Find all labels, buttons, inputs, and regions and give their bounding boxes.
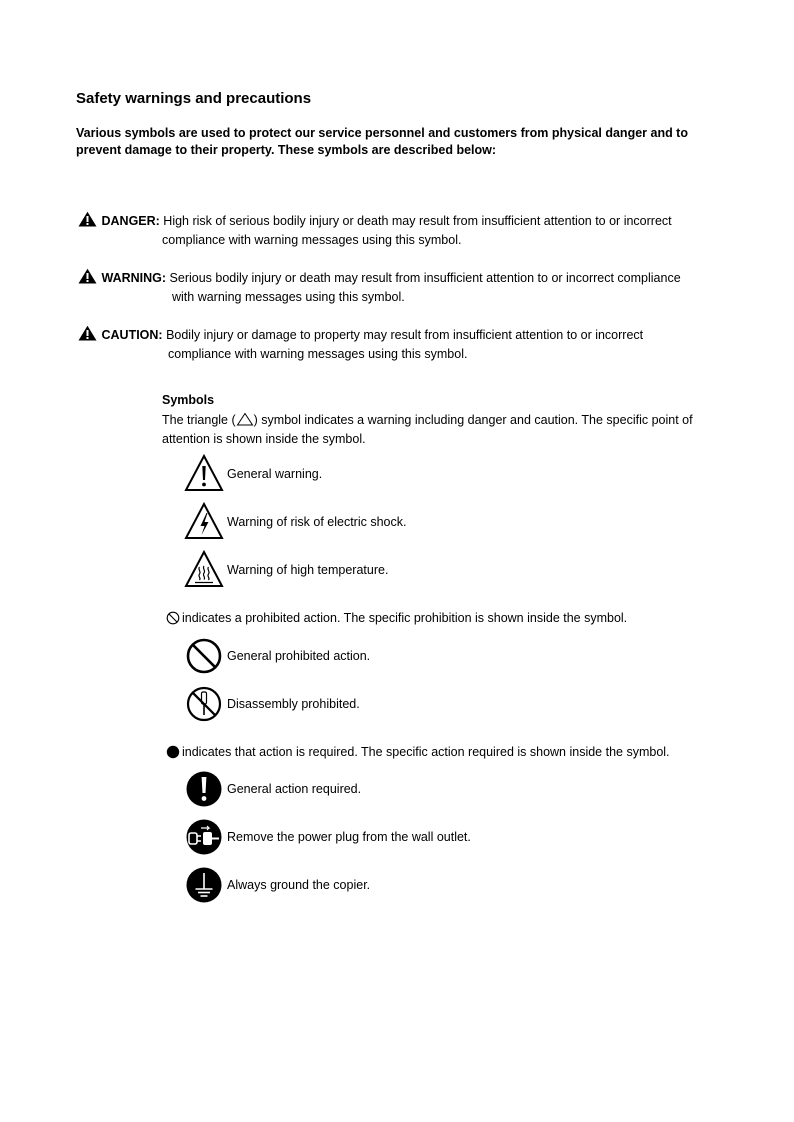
general-prohibited-text: General prohibited action. <box>227 649 371 663</box>
symbols-heading: Symbols <box>162 393 215 407</box>
required-lead <box>166 745 670 759</box>
warning-text-line1: Serious bodily injury or death may result from insufficient attention to or incorrect compliance <box>166 271 681 285</box>
remove-plug-text: Remove the power plug from the wall outlet. <box>227 830 471 844</box>
warning-label: WARNING: <box>101 271 167 285</box>
symbols-description <box>162 411 732 449</box>
required-row-plug <box>184 817 471 857</box>
warning-row-temperature <box>184 550 388 590</box>
danger-text-line2: compliance with warning messages using this symbol. <box>162 233 462 247</box>
prohibited-row-general <box>184 636 370 676</box>
electric-shock-warning-text: Warning of risk of electric shock. <box>227 515 407 529</box>
warning-entry <box>78 268 681 307</box>
warning-triangle-icon <box>78 271 101 285</box>
ground-icon <box>184 865 224 905</box>
caution-text-line1: Bodily injury or damage to property may result from insufficient attention to or incorrect <box>162 328 644 342</box>
page-title: Safety warnings and precautions <box>76 90 312 107</box>
danger-entry <box>78 211 672 250</box>
general-prohibited-icon <box>184 636 224 676</box>
required-small-icon <box>166 745 180 759</box>
general-warning-text: General warning. <box>227 467 323 481</box>
symbols-desc-after: ) symbol indicates a warning including danger and caution. The specific point of attention is shown inside the symbol. <box>162 413 693 446</box>
prohibited-lead <box>166 611 627 625</box>
prohibited-row-disassembly <box>184 684 360 724</box>
electric-shock-warning-icon <box>184 502 224 542</box>
disassembly-prohibited-icon <box>184 684 224 724</box>
general-warning-icon <box>184 454 224 494</box>
disassembly-prohibited-text: Disassembly prohibited. <box>227 697 360 711</box>
prohibited-small-icon <box>166 611 180 625</box>
required-lead-text: indicates that action is required. The specific action required is shown inside the symbol. <box>182 745 670 759</box>
triangle-outline-icon <box>236 413 254 427</box>
caution-entry <box>78 325 643 364</box>
high-temperature-warning-icon <box>184 550 224 590</box>
required-row-ground <box>184 865 370 905</box>
warning-row-general <box>184 454 322 494</box>
action-required-text: General action required. <box>227 782 362 796</box>
required-row-general <box>184 769 361 809</box>
high-temperature-warning-text: Warning of high temperature. <box>227 563 389 577</box>
intro-paragraph: Various symbols are used to protect our service personnel and customers from physical danger and to prevent damage to their property. These symbols are described below: <box>76 126 688 157</box>
action-required-icon <box>184 769 224 809</box>
ground-text: Always ground the copier. <box>227 878 371 892</box>
caution-triangle-icon <box>78 328 101 342</box>
remove-plug-icon <box>184 817 224 857</box>
danger-triangle-icon <box>78 214 101 228</box>
danger-label: DANGER: <box>101 214 160 228</box>
prohibited-lead-text: indicates a prohibited action. The specific prohibition is shown inside the symbol. <box>182 611 628 625</box>
warning-text-line2: with warning messages using this symbol. <box>172 290 405 304</box>
caution-label: CAUTION: <box>101 328 163 342</box>
caution-text-line2: compliance with warning messages using this symbol. <box>168 347 468 361</box>
warning-row-electric <box>184 502 406 542</box>
danger-text-line1: High risk of serious bodily injury or death may result from insufficient attention to or incorrect <box>159 214 672 228</box>
symbols-desc-before: The triangle ( <box>162 413 236 427</box>
